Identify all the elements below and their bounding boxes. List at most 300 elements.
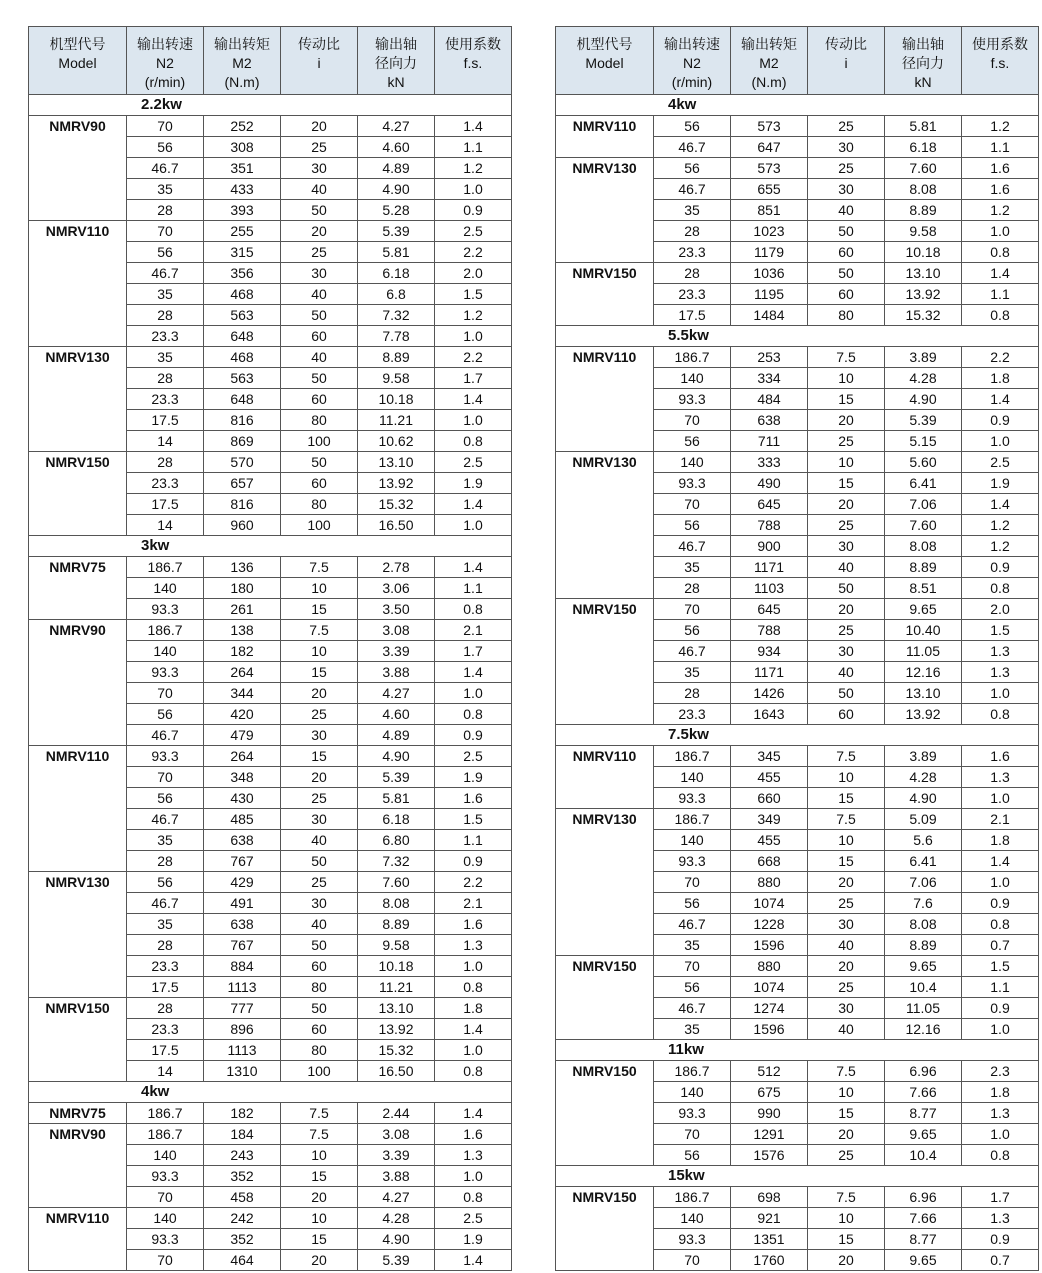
table-cell: 8.77 <box>885 1229 962 1250</box>
model-code-cell: NMRV130 <box>556 158 654 263</box>
table-cell: 455 <box>731 830 808 851</box>
table-cell: 93.3 <box>127 746 204 767</box>
table-cell: 351 <box>204 158 281 179</box>
table-cell: 23.3 <box>127 473 204 494</box>
table-cell: 140 <box>654 368 731 389</box>
table-cell: 1179 <box>731 242 808 263</box>
table-cell: 2.5 <box>435 452 512 473</box>
table-cell: 349 <box>731 809 808 830</box>
table-cell: 4.28 <box>885 767 962 788</box>
table-cell: 252 <box>204 116 281 137</box>
table-cell: 1643 <box>731 704 808 725</box>
table-cell: 1.6 <box>962 746 1039 767</box>
table-row <box>556 263 1039 284</box>
table-cell: 70 <box>654 1250 731 1271</box>
table-row <box>556 809 1039 830</box>
table-cell: 458 <box>204 1187 281 1208</box>
table-cell: 2.5 <box>435 1208 512 1229</box>
table-cell: 20 <box>808 410 885 431</box>
table-cell: 10 <box>281 641 358 662</box>
power-rating-label: 4kw <box>556 95 1039 116</box>
model-code-cell: NMRV110 <box>29 1208 127 1271</box>
table-cell: 70 <box>654 410 731 431</box>
table-cell: 15.32 <box>885 305 962 326</box>
table-cell: 896 <box>204 1019 281 1040</box>
table-cell: 1.4 <box>435 389 512 410</box>
table-cell: 17.5 <box>127 410 204 431</box>
table-cell: 3.89 <box>885 746 962 767</box>
table-cell: 3.08 <box>358 1124 435 1145</box>
right-table-body <box>556 95 1039 1271</box>
table-cell: 7.5 <box>808 809 885 830</box>
table-cell: 645 <box>731 494 808 515</box>
table-cell: 25 <box>281 137 358 158</box>
table-cell: 8.89 <box>885 200 962 221</box>
table-cell: 2.1 <box>435 893 512 914</box>
table-cell: 1.5 <box>962 956 1039 977</box>
table-cell: 1.3 <box>962 767 1039 788</box>
power-section-row <box>29 536 512 557</box>
table-cell: 35 <box>127 914 204 935</box>
table-cell: 430 <box>204 788 281 809</box>
table-cell: 23.3 <box>127 1019 204 1040</box>
table-cell: 1036 <box>731 263 808 284</box>
table-cell: 60 <box>281 389 358 410</box>
table-cell: 1.7 <box>962 1187 1039 1208</box>
table-cell: 1.0 <box>962 221 1039 242</box>
table-cell: 1.5 <box>435 284 512 305</box>
table-cell: 648 <box>204 389 281 410</box>
table-cell: 56 <box>654 431 731 452</box>
table-cell: 4.90 <box>885 389 962 410</box>
table-cell: 4.27 <box>358 1187 435 1208</box>
power-rating-label: 3kw <box>29 536 512 557</box>
table-cell: 60 <box>281 326 358 347</box>
table-cell: 1.8 <box>962 1082 1039 1103</box>
table-cell: 0.8 <box>435 1061 512 1082</box>
table-cell: 1.4 <box>435 1250 512 1271</box>
table-cell: 23.3 <box>654 284 731 305</box>
table-cell: 1.3 <box>435 1145 512 1166</box>
table-cell: 20 <box>281 1250 358 1271</box>
power-rating-label: 4kw <box>29 1082 512 1103</box>
table-cell: 13.10 <box>885 263 962 284</box>
table-cell: 1.6 <box>435 788 512 809</box>
table-cell: 140 <box>127 641 204 662</box>
table-cell: 20 <box>281 221 358 242</box>
table-cell: 4.89 <box>358 158 435 179</box>
table-cell: 28 <box>654 263 731 284</box>
table-cell: 0.9 <box>962 998 1039 1019</box>
table-cell: 563 <box>204 368 281 389</box>
table-row <box>29 221 512 242</box>
table-cell: 1.2 <box>435 305 512 326</box>
table-cell: 1.4 <box>435 116 512 137</box>
table-cell: 1.4 <box>962 494 1039 515</box>
model-code-cell: NMRV150 <box>29 452 127 536</box>
table-cell: 40 <box>281 284 358 305</box>
power-section-row <box>556 1166 1039 1187</box>
table-cell: 6.8 <box>358 284 435 305</box>
table-cell: 7.32 <box>358 305 435 326</box>
table-row <box>29 452 512 473</box>
table-cell: 23.3 <box>654 704 731 725</box>
table-cell: 15 <box>281 599 358 620</box>
header-row <box>556 27 1039 95</box>
table-cell: 40 <box>281 914 358 935</box>
table-cell: 4.28 <box>885 368 962 389</box>
table-cell: 491 <box>204 893 281 914</box>
table-cell: 6.18 <box>358 263 435 284</box>
table-cell: 0.8 <box>435 1187 512 1208</box>
table-cell: 1.0 <box>435 1040 512 1061</box>
table-cell: 93.3 <box>127 1229 204 1250</box>
column-header: 机型代号 Model <box>556 27 654 95</box>
column-header: 输出轴 径向力 kN <box>358 27 435 95</box>
table-cell: 40 <box>808 935 885 956</box>
table-cell: 1.6 <box>962 179 1039 200</box>
table-cell: 1.1 <box>962 284 1039 305</box>
table-cell: 30 <box>281 893 358 914</box>
table-cell: 30 <box>281 158 358 179</box>
table-cell: 35 <box>127 347 204 368</box>
table-cell: 46.7 <box>127 158 204 179</box>
table-cell: 60 <box>281 956 358 977</box>
table-cell: 0.9 <box>962 557 1039 578</box>
table-cell: 140 <box>127 1208 204 1229</box>
table-row <box>556 158 1039 179</box>
table-cell: 50 <box>281 200 358 221</box>
table-cell: 1.0 <box>435 410 512 431</box>
table-cell: 1.6 <box>435 1124 512 1145</box>
table-cell: 1228 <box>731 914 808 935</box>
table-cell: 0.8 <box>962 242 1039 263</box>
table-cell: 3.08 <box>358 620 435 641</box>
table-cell: 512 <box>731 1061 808 1082</box>
table-cell: 393 <box>204 200 281 221</box>
table-cell: 934 <box>731 641 808 662</box>
table-cell: 70 <box>127 683 204 704</box>
table-cell: 60 <box>808 284 885 305</box>
table-cell: 23.3 <box>127 956 204 977</box>
table-cell: 429 <box>204 872 281 893</box>
table-row <box>556 956 1039 977</box>
table-cell: 7.5 <box>281 557 358 578</box>
table-cell: 851 <box>731 200 808 221</box>
table-cell: 40 <box>808 200 885 221</box>
table-cell: 56 <box>654 977 731 998</box>
table-cell: 1.7 <box>435 641 512 662</box>
table-cell: 15 <box>808 851 885 872</box>
model-code-cell: NMRV110 <box>556 116 654 158</box>
table-cell: 698 <box>731 1187 808 1208</box>
table-cell: 5.39 <box>358 1250 435 1271</box>
table-cell: 1.8 <box>962 830 1039 851</box>
table-cell: 660 <box>731 788 808 809</box>
table-cell: 25 <box>808 977 885 998</box>
table-cell: 1.0 <box>962 788 1039 809</box>
table-cell: 1484 <box>731 305 808 326</box>
table-cell: 9.58 <box>358 935 435 956</box>
table-cell: 15 <box>281 662 358 683</box>
table-cell: 50 <box>281 368 358 389</box>
model-code-cell: NMRV90 <box>29 116 127 221</box>
table-cell: 40 <box>808 662 885 683</box>
table-cell: 56 <box>654 515 731 536</box>
table-cell: 242 <box>204 1208 281 1229</box>
table-cell: 35 <box>127 179 204 200</box>
table-cell: 93.3 <box>127 599 204 620</box>
table-cell: 46.7 <box>654 641 731 662</box>
table-cell: 20 <box>808 872 885 893</box>
table-cell: 0.8 <box>962 1145 1039 1166</box>
table-cell: 10.4 <box>885 1145 962 1166</box>
table-cell: 35 <box>654 200 731 221</box>
table-cell: 80 <box>281 1040 358 1061</box>
table-cell: 28 <box>127 998 204 1019</box>
table-cell: 10.18 <box>885 242 962 263</box>
table-cell: 243 <box>204 1145 281 1166</box>
table-cell: 1.8 <box>962 368 1039 389</box>
table-row <box>29 116 512 137</box>
table-cell: 9.58 <box>885 221 962 242</box>
table-cell: 35 <box>654 935 731 956</box>
table-cell: 7.06 <box>885 872 962 893</box>
table-cell: 1.0 <box>962 431 1039 452</box>
table-cell: 352 <box>204 1166 281 1187</box>
table-cell: 5.39 <box>885 410 962 431</box>
table-cell: 25 <box>808 515 885 536</box>
table-cell: 0.9 <box>435 200 512 221</box>
table-cell: 0.8 <box>962 305 1039 326</box>
table-cell: 70 <box>654 872 731 893</box>
table-cell: 3.50 <box>358 599 435 620</box>
table-cell: 352 <box>204 1229 281 1250</box>
table-cell: 5.6 <box>885 830 962 851</box>
left-table-body <box>29 95 512 1271</box>
table-cell: 0.7 <box>962 1250 1039 1271</box>
table-cell: 1.0 <box>962 872 1039 893</box>
table-cell: 1074 <box>731 977 808 998</box>
table-cell: 921 <box>731 1208 808 1229</box>
model-code-cell: NMRV130 <box>556 452 654 599</box>
table-cell: 1.0 <box>435 515 512 536</box>
table-cell: 9.58 <box>358 368 435 389</box>
power-section-row <box>556 1040 1039 1061</box>
table-cell: 17.5 <box>127 1040 204 1061</box>
table-cell: 20 <box>808 494 885 515</box>
table-cell: 479 <box>204 725 281 746</box>
table-cell: 1596 <box>731 1019 808 1040</box>
table-cell: 16.50 <box>358 1061 435 1082</box>
table-cell: 8.89 <box>358 347 435 368</box>
table-cell: 334 <box>731 368 808 389</box>
table-cell: 7.5 <box>281 1124 358 1145</box>
table-cell: 140 <box>127 1145 204 1166</box>
table-cell: 8.89 <box>358 914 435 935</box>
table-cell: 1.2 <box>962 515 1039 536</box>
table-cell: 30 <box>281 263 358 284</box>
table-cell: 7.5 <box>808 1187 885 1208</box>
table-cell: 30 <box>808 179 885 200</box>
table-cell: 186.7 <box>654 1061 731 1082</box>
table-cell: 0.8 <box>435 599 512 620</box>
table-cell: 35 <box>127 284 204 305</box>
table-cell: 2.1 <box>435 620 512 641</box>
table-cell: 35 <box>127 830 204 851</box>
table-cell: 56 <box>127 137 204 158</box>
table-cell: 8.89 <box>885 935 962 956</box>
table-cell: 20 <box>808 956 885 977</box>
table-cell: 484 <box>731 389 808 410</box>
table-cell: 25 <box>808 158 885 179</box>
table-cell: 5.81 <box>358 242 435 263</box>
table-cell: 3.39 <box>358 641 435 662</box>
table-cell: 20 <box>281 116 358 137</box>
table-row <box>29 557 512 578</box>
model-code-cell: NMRV90 <box>29 1124 127 1208</box>
table-cell: 25 <box>281 788 358 809</box>
table-cell: 4.90 <box>358 1229 435 1250</box>
table-cell: 1.5 <box>962 620 1039 641</box>
table-cell: 3.06 <box>358 578 435 599</box>
table-cell: 4.90 <box>358 179 435 200</box>
table-cell: 880 <box>731 956 808 977</box>
table-cell: 6.96 <box>885 1061 962 1082</box>
table-cell: 485 <box>204 809 281 830</box>
table-cell: 93.3 <box>654 1229 731 1250</box>
table-cell: 1.9 <box>435 767 512 788</box>
table-cell: 80 <box>281 494 358 515</box>
table-cell: 8.08 <box>885 179 962 200</box>
table-cell: 420 <box>204 704 281 725</box>
table-cell: 2.0 <box>435 263 512 284</box>
table-cell: 1291 <box>731 1124 808 1145</box>
table-cell: 1274 <box>731 998 808 1019</box>
table-cell: 80 <box>808 305 885 326</box>
table-cell: 50 <box>808 263 885 284</box>
table-cell: 6.41 <box>885 473 962 494</box>
table-cell: 93.3 <box>654 788 731 809</box>
table-cell: 15 <box>281 746 358 767</box>
table-cell: 13.10 <box>358 452 435 473</box>
table-cell: 645 <box>731 599 808 620</box>
table-cell: 4.60 <box>358 137 435 158</box>
table-cell: 1.4 <box>962 389 1039 410</box>
table-cell: 8.89 <box>885 557 962 578</box>
table-cell: 573 <box>731 116 808 137</box>
table-cell: 0.9 <box>435 851 512 872</box>
table-cell: 25 <box>808 116 885 137</box>
table-cell: 140 <box>654 1208 731 1229</box>
table-cell: 1.0 <box>962 1019 1039 1040</box>
table-cell: 16.50 <box>358 515 435 536</box>
table-cell: 17.5 <box>127 494 204 515</box>
table-cell: 15 <box>808 389 885 410</box>
table-cell: 186.7 <box>654 1187 731 1208</box>
right-spec-table <box>555 26 1039 1271</box>
table-cell: 40 <box>281 347 358 368</box>
table-cell: 80 <box>281 410 358 431</box>
table-cell: 56 <box>127 872 204 893</box>
table-cell: 4.28 <box>358 1208 435 1229</box>
table-cell: 14 <box>127 1061 204 1082</box>
table-cell: 28 <box>127 368 204 389</box>
table-cell: 17.5 <box>654 305 731 326</box>
table-cell: 2.2 <box>435 872 512 893</box>
power-section-row <box>556 725 1039 746</box>
table-cell: 10.62 <box>358 431 435 452</box>
table-cell: 2.2 <box>962 347 1039 368</box>
table-cell: 14 <box>127 431 204 452</box>
table-cell: 1.2 <box>962 536 1039 557</box>
column-header: 传动比 i <box>281 27 358 95</box>
table-cell: 15 <box>808 473 885 494</box>
table-cell: 8.51 <box>885 578 962 599</box>
table-cell: 23.3 <box>127 326 204 347</box>
table-cell: 468 <box>204 347 281 368</box>
table-cell: 1171 <box>731 662 808 683</box>
table-cell: 184 <box>204 1124 281 1145</box>
table-cell: 10 <box>281 1145 358 1166</box>
table-cell: 70 <box>127 116 204 137</box>
table-cell: 0.8 <box>962 704 1039 725</box>
table-cell: 30 <box>808 641 885 662</box>
table-cell: 9.65 <box>885 1124 962 1145</box>
model-code-cell: NMRV150 <box>556 263 654 326</box>
table-cell: 138 <box>204 620 281 641</box>
power-section-row <box>556 95 1039 116</box>
table-cell: 100 <box>281 515 358 536</box>
table-cell: 13.92 <box>885 284 962 305</box>
table-cell: 11.21 <box>358 410 435 431</box>
table-cell: 767 <box>204 935 281 956</box>
table-cell: 0.8 <box>435 977 512 998</box>
table-row <box>29 1124 512 1145</box>
table-cell: 5.39 <box>358 221 435 242</box>
table-cell: 711 <box>731 431 808 452</box>
table-cell: 2.5 <box>435 746 512 767</box>
table-cell: 25 <box>808 1145 885 1166</box>
table-cell: 2.2 <box>435 242 512 263</box>
table-cell: 1113 <box>204 977 281 998</box>
table-cell: 767 <box>204 851 281 872</box>
table-cell: 1.4 <box>962 263 1039 284</box>
column-header: 输出转矩 M2 (N.m) <box>731 27 808 95</box>
table-cell: 4.60 <box>358 704 435 725</box>
table-cell: 638 <box>204 914 281 935</box>
table-cell: 7.78 <box>358 326 435 347</box>
table-cell: 30 <box>808 536 885 557</box>
model-code-cell: NMRV150 <box>29 998 127 1082</box>
table-row <box>556 599 1039 620</box>
table-row <box>556 116 1039 137</box>
table-cell: 50 <box>808 221 885 242</box>
table-cell: 10 <box>808 830 885 851</box>
table-cell: 1.0 <box>435 1166 512 1187</box>
power-section-row <box>556 326 1039 347</box>
table-cell: 6.18 <box>885 137 962 158</box>
table-cell: 9.65 <box>885 599 962 620</box>
table-cell: 30 <box>808 914 885 935</box>
model-code-cell: NMRV110 <box>556 347 654 452</box>
table-cell: 3.89 <box>885 347 962 368</box>
table-cell: 50 <box>281 935 358 956</box>
table-cell: 186.7 <box>654 347 731 368</box>
table-cell: 1576 <box>731 1145 808 1166</box>
table-cell: 1.9 <box>435 1229 512 1250</box>
table-cell: 140 <box>654 767 731 788</box>
